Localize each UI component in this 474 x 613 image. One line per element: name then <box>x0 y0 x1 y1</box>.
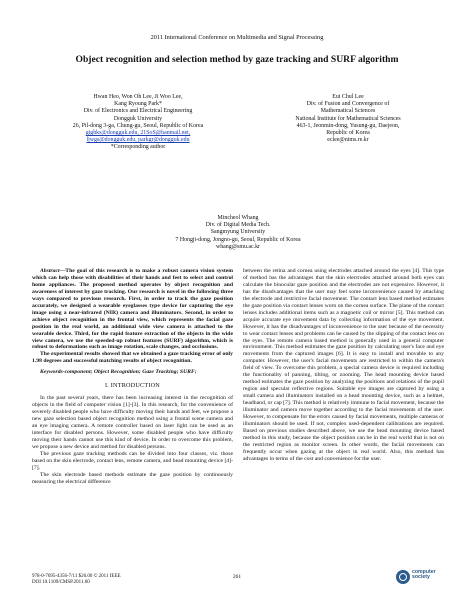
abstract-label: Abstract <box>40 268 60 274</box>
email: whang@smu.ac.kr <box>215 243 261 250</box>
intro-paragraph-1: In the past several years, there has been increasing interest in the recognition of objects in the field of computer vision [1]-[3]. In this research, for the convenience of severely disabled people who have difficulty moving their hands and feet, we propose a new gaze selection based object recognition method using a frontal scene camera and an eye imaging camera. A remote controller based on laser light can be used as an interface for disabled persons. However, some disabled people who have difficulty moving their hands cannot use this kind of device. In order to overcome this problem, we propose a new device and method for disabled persons. <box>32 395 233 450</box>
department-cont: Mathematical Sciences <box>320 108 376 115</box>
logo-text-line-1: computer <box>412 569 436 575</box>
affiliation-left <box>48 94 228 152</box>
email: eclee@nims.re.kr <box>327 137 369 144</box>
computer-society-logo <box>396 569 444 587</box>
keywords: Keywords-component; Object Recognition; Gaze Tracking; SURF; <box>40 369 197 376</box>
address: 7 Hongji-dong, Jongno-gu, Seoul, Republic of Korea <box>175 236 301 243</box>
university: Dongguk University <box>113 115 163 122</box>
email-links-2[interactable]: ljwgs@dongguk.edu, parkgr@dongguk.edu <box>86 137 190 144</box>
abstract <box>32 268 233 351</box>
computer-society-logo-text <box>412 570 436 581</box>
author-name: Eui Chul Lee <box>332 94 364 100</box>
right-column-paragraph: between the retina and cornea using electrodes attached around the eyes [4]. This type of method has the advantages that the skin electrodes attached around both eyes can calculate the binocular gaze position and the electrodes are not expensive. However, it has the disadvantages that the user may feel some inconvenience caused by attaching the electrode and restrictive facial movement. The contact lens based method estimates the gaze position via contact lenses worn on the cornea surface. The plane of the contact lenses includes additional items such as a magnetic coil or mirror [5]. This method can acquire accurate eye movement data by collecting information of the eye movement. However, it has the disadvantages of inconvenience to the user because of the necessity to wear contact lenses and problems can be caused by the slipping of the contact lens on the eyes. The remote camera based method is generally used in a general computer environment. This method estimates the gaze position by calculating user's face and eye movements from the captured images [6]. It is easy to install and movable to any computer. However, the user's facial movements are restricted to within the camera's field of view. To overcome this problem, a special camera device is required including the functionality of panning, tilting, or zooming. The head mounting device based method estimates the gaze position by analyzing the positions and relations of the pupil region and specular reflective regions. Suitable eye images are captured by using a small camera and illuminators installed on a head mounting device, such as a helmet, headband, or cap [7]. This method is relatively immune to facial movement, because the illuminator and camera move together according to the facial movements of the user. However, to compensate for the errors caused by facial movements, multiple cameras or illuminators should be used. If not, complex used-dependent calibrations are required. Based on previous studies described above, we use the head mounting device based method in this study, because the object position can be in the real world that is not on the restricted region as monitor screen. In other words, the facial movements can frequently occur when gazing at the object in real world. Also, this method has advantages in terms of the cost and convenience for the user. <box>243 268 444 462</box>
author-name: Mincheol Whang <box>217 215 259 221</box>
author-names-line-1: Hwan Heo, Won Oh Lee, Ji Woo Lee, <box>93 94 183 100</box>
page-number: 261 <box>232 574 242 580</box>
department: Div. of Electronics and Electrical Engineering <box>83 108 193 115</box>
address: 26, Pil-dong 3-ga, Chung-gu, Seoul, Republic of Korea <box>72 122 204 129</box>
address: 463-1, Jeonmin-dong, Yusung-gu, Daejeon, <box>296 122 400 129</box>
isbn-line: 978-0-7695-4356-7/11 $26.00 © 2011 IEEE <box>32 574 121 579</box>
section-heading-introduction: I. INTRODUCTION <box>105 382 160 390</box>
department: Div. of Fusion and Convergence of <box>306 101 390 108</box>
intro-paragraph-2: The previous gaze tracking methods can be divided into four classes, viz. those based on the skin electrode, contact lens, remote camera, and head mounting device [4]-[7]. <box>32 450 233 471</box>
abstract-text: —The goal of this research is to make a robust camera vision system which can help those with disabilities of their hands and feet to select and control home appliances. The proposed method operates by object recognition and awareness of interest by gaze tracking. Our research is novel in the following three ways compared to previous research. First, in order to track the gaze position accurately, we designed a wearable eyeglasses type device for capturing the eye image using a near-infrared (NIR) camera and illuminators. Second, in order to achieve object recognition in the frontal view, which represents the facial gaze position in the real world, an additional wide view camera is attached to the wearable device. Third, for the rapid feature extraction of the objects in the wide view camera, we use the speeded-up robust features (SURF) algorithm, which is robust to deformations such as image rotation, scale changes, and occlusions. <box>32 268 233 351</box>
university: Sangmyung University <box>210 229 266 236</box>
right-column <box>243 268 444 463</box>
computer-society-logo-icon <box>396 570 410 584</box>
intro-paragraph-3: The skin electrode based methods estimate the gaze position by continuously measuring the electrical difference <box>32 471 233 485</box>
corresponding-author-note: *Corresponding author <box>110 144 166 151</box>
logo-text-line-2: society <box>412 574 430 581</box>
affiliation-right <box>258 94 438 144</box>
paper-title: Object recognition and selection method by gaze tracking and SURF algorithm <box>75 54 399 65</box>
doi-line: DOI 10.1109/CMSP.2011.60 <box>32 580 90 586</box>
institute: National Institute for Mathematical Sciences <box>295 115 401 122</box>
abstract-results: The experimental results showed that we obtained a gaze tracking error of only 1.98 degrees and successful matching results of object recognition. <box>32 351 233 365</box>
left-column <box>32 268 233 486</box>
conference-header: 2011 International Conference on Multimedia and Signal Processing <box>150 34 324 41</box>
email-links-1[interactable]: gighks@dongguk.edu, 21SoS@hanmail.net, <box>85 130 191 137</box>
author-names-line-2: Kang Ryoung Park* <box>114 101 162 108</box>
affiliation-center <box>148 215 328 251</box>
country: Republic of Korea <box>326 130 370 137</box>
department: Div. of Digital Media Tech. <box>205 222 271 229</box>
